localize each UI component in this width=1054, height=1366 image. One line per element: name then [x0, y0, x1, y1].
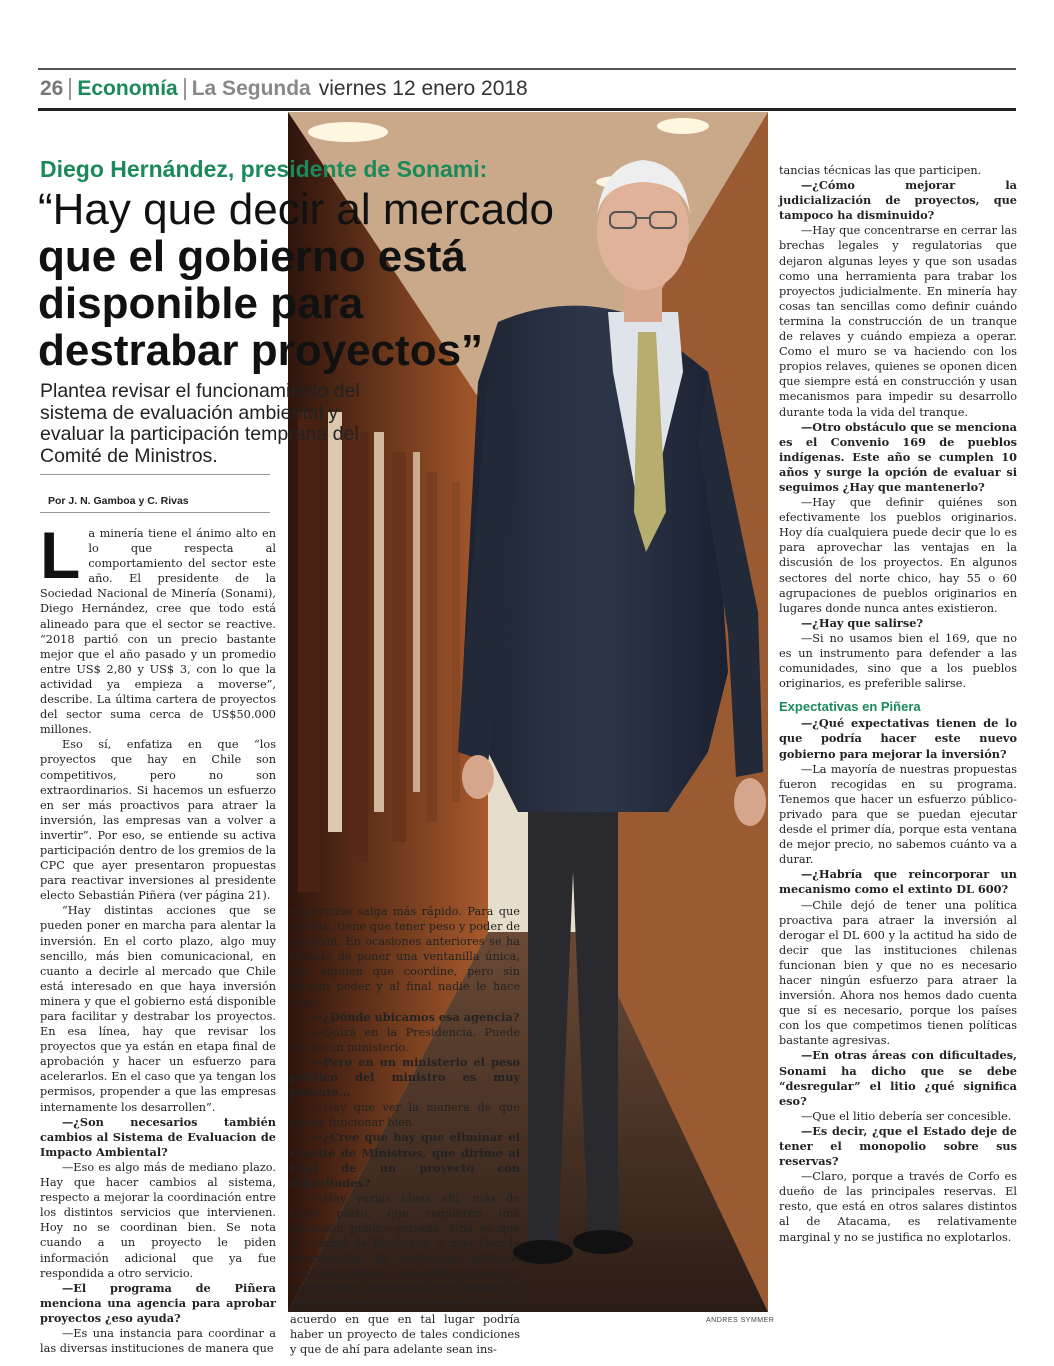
paragraph: [40, 1160, 276, 1281]
article-column-1: [40, 518, 276, 1356]
paragraph-text: —Hay que concentrarse en cerrar las brechas legales y regulatorias que dejaron algunas leyes y que son usadas como una herramienta para trabar los proyectos judicialmente. En minería hay cosas tan sencillas como definir cuándo termina la construcción de un tranque de relaves y cuándo empieza a operar. Como el muro se va haciendo con los propios relaves, quienes se oponen dicen que siempre está en construcción y usan mecanismos para impedir su desarrollo durante toda la vida del tranque.: [779, 224, 1017, 419]
interview-question: [290, 1130, 520, 1190]
paragraph-text: —¿Hay que salirse?: [801, 615, 924, 630]
paragraph: [40, 518, 276, 737]
paragraph-text: —Es decir, ¿que el Estado deje de tener el monopolio sobre sus reservas?: [779, 1123, 1017, 1169]
paragraph-text: —Hay que definir quiénes son efectivamente los pueblos originarios. Hoy día cualquiera puede decir que lo es para aprovechar las ventajas en la discusión de los proyectos. En algunos sectores del norte chico, hay 55 o 60 agrupaciones de pueblos originarios en lugares donde nunca antes existieron.: [779, 496, 1017, 615]
paragraph: [779, 631, 1017, 691]
paragraph-text: Expectativas en Piñera: [779, 699, 921, 715]
paragraph: [290, 1100, 520, 1130]
paragraph-text: —Chile dejó de tener una política proactiva para atraer la inversión al derogar el DL 600 y la actitud ha sido de decir que las instituciones chilenas funcionan bien y que no es necesario hacer ningún esfuerzo para atraer la inversión. Ahora nos hemos dado cuenta que sí es necesario, porque los países con los que competimos tienen políticas bastante agresivas.: [779, 898, 1017, 1048]
interview-question: [779, 716, 1017, 761]
paragraph-text: el permiso salga más rápido. Para que resulte, tiene que tener peso y poder de decisión. En ocasiones anteriores se ha tratado de poner una ventanilla única, con alguien que coordine, pero sin ningún poder y al final nadie le hace caso.: [290, 905, 520, 1009]
paragraph: [779, 163, 1017, 178]
headline-bold: que el gobierno está disponible para destrabar proyectos”: [38, 232, 484, 375]
dek: Plantea revisar el funcionamiento del sistema de evaluación ambiental y evaluar la participación temprana del Comité de Ministros.: [40, 380, 360, 467]
interview-question: [779, 1124, 1017, 1169]
interview-question: [779, 616, 1017, 631]
paragraph-text: —Claro, porque a través de Corfo es dueño de las principales reservas. El resto, que está en otros salares distintos al de Atacama, es relativamente marginal y no se justifica no explotarlos.: [779, 1170, 1017, 1244]
paragraph: [779, 1109, 1017, 1124]
issue-date: viernes 12 enero 2018: [318, 77, 528, 100]
header-bottom-rule: [38, 108, 1016, 111]
interview-question: [779, 420, 1017, 495]
paragraph-text: —¿Habría que reincorporar un mecanismo como el extinto DL 600?: [779, 867, 1017, 897]
paragraph-text: —¿Cree que hay que eliminar el Comité de Ministros, que dirime al final de un proyecto con dificultades?: [290, 1130, 520, 1190]
paragraph-text: “Hay distintas acciones que se pueden poner en marcha para alentar la inversión. En el corto plazo, algo muy sencillo, más bien comunicacional, en cuanto a decirle al mercado que Chile está interesado en que haya inversión minera y que el gobierno está disponible para facilitar y destrabar los proyectos. En esa línea, hay que revisar los proyectos que ya están en etapa final de aprobación y hacer un esfuerzo para acelerarlos. En el caso que ya tengan los permisos, propender a que las empresas internamente los desarrollen”.: [40, 904, 276, 1114]
paragraph-text: —Otro obstáculo que se menciona es el Convenio 169 de pueblos indígenas. Este año se cumplen 10 años y surge la opción de evaluar si seguimos ¿Hay que mantenerlo?: [779, 419, 1017, 494]
paragraph: [290, 904, 520, 1010]
interview-question: [40, 1115, 276, 1160]
paragraph: [779, 898, 1017, 1049]
paragraph-text: —Es una instancia para coordinar a las diversas instituciones de manera que: [40, 1326, 276, 1356]
paragraph-text: —El programa de Piñera menciona una agencia para aprobar proyectos ¿eso ayuda?: [40, 1280, 276, 1325]
paragraph: [40, 1326, 276, 1356]
paragraph-text: —¿Qué expectativas tienen de lo que podría hacer este nuevo gobierno para mejorar la inversión?: [779, 716, 1017, 761]
paragraph-text: —Hay varias ideas ahí, más de largo plazo, que requieren una discusión público-privada. Una es que el Comité de Ministros, o más bien la intervención de instancias políticas sean tempranas y no estén al final de un proyecto. De manera que primero el Estado se pronuncie y estemos todos de acuerdo en que en tal lugar podría haber un proyecto de tales condiciones y que de ahí para adelante sean ins-: [290, 1191, 520, 1356]
publication-name: La Segunda: [191, 77, 311, 100]
paragraph-text: —Si no usamos bien el 169, que no es un instrumento para defender a las comunidades, sino que a los pueblos originarios, es preferible salirse.: [779, 631, 1017, 691]
paragraph-text: —Quizá en la Presidencia. Puede ser en un ministerio.: [290, 1025, 520, 1054]
byline: Por J. N. Gamboa y C. Rivas: [48, 495, 189, 507]
paragraph: [40, 903, 276, 1114]
masthead-divider: [69, 78, 71, 100]
interview-question: [779, 867, 1017, 897]
article-column-2: [290, 904, 520, 1356]
paragraph: [290, 1025, 520, 1055]
subheading: [779, 699, 1017, 714]
photo-credit: ANDRES SYMMER: [706, 1317, 775, 1324]
paragraph-text: —¿Dónde ubicamos esa agencia?: [312, 1009, 520, 1024]
paragraph: [779, 223, 1017, 419]
paragraph-text: —Eso es algo más de mediano plazo. Hay que hacer cambios al sistema, respecto a mejorar la coordinación entre los distintos servicios que intervienen. Hoy no se coordinan bien. Se nota cuando a un proyecto le piden información adicional que ya fue respondida a otro servicio.: [40, 1160, 276, 1280]
paragraph-text: Eso sí, enfatiza en que “los proyectos que hay en Chile son competitivos, pero no son extraordinarios. Si hacemos un esfuerzo en ser más proactivos para atraer la inversión, las empresas van a volver a invertir”. Por eso, se entiende su activa participación dentro de los gremios de la CPC que ayer presentaron propuestas para reactivar inversiones al presidente electo Sebastián Piñera (ver página 21).: [40, 738, 276, 903]
paragraph-text: —¿Son necesarios también cambios al Sistema de Evaluacion de Impacto Ambiental?: [40, 1114, 276, 1159]
interview-question: [290, 1055, 520, 1100]
paragraph: [290, 1191, 520, 1357]
paragraph-text: a minería tiene el ánimo alto en lo que respecta al comportamiento del sector este año. El presidente de la Sociedad Nacional de Minería (Sonami), Diego Hernández, cree que todo está alineado para que el sector se reactive. “2018 partió con un precio bastante mejor que el año pasado y un promedio entre US$ 2,80 y US$ 3, con lo que la actividad ya empieza a moverse”, describe. La última cartera de proyectos del sector suma cerca de US$50.000 millones.: [40, 527, 276, 737]
masthead: [40, 72, 528, 106]
paragraph: [779, 762, 1017, 868]
article-column-3: [779, 163, 1017, 1313]
interview-question: [40, 1281, 276, 1326]
paragraph: [779, 495, 1017, 616]
drop-cap: L: [40, 518, 81, 592]
divider: [40, 512, 270, 513]
paragraph-text: —En otras áreas con dificultades, Sonami ha dicho que se debe “desregular” el litio ¿qué significa eso?: [779, 1048, 1017, 1108]
paragraph-text: —Que el litio debería ser concesible.: [801, 1109, 1012, 1123]
paragraph-text: —Hay que ver la manera de que pueda funcionar bien.: [290, 1101, 520, 1130]
headline: [38, 186, 568, 374]
paragraph-text: —Pero en un ministerio el peso político del ministro es muy potente...: [290, 1054, 520, 1100]
kicker: Diego Hernández, presidente de Sonami:: [40, 156, 488, 182]
paragraph-text: —¿Cómo mejorar la judicialización de proyectos, que tampoco ha disminuido?: [779, 178, 1017, 223]
masthead-divider: [184, 78, 186, 100]
paragraph: [40, 737, 276, 903]
headline-light: “Hay que decir al mercado: [38, 185, 555, 234]
paragraph-text: tancias técnicas las que participen.: [779, 164, 982, 177]
interview-question: [779, 1048, 1017, 1108]
header-top-rule: [38, 68, 1016, 70]
page-number: 26: [40, 77, 64, 100]
interview-question: [290, 1010, 520, 1025]
paragraph-text: —La mayoría de nuestras propuestas fueron recogidas en su programa. Tenemos que hacer un esfuerzo público-privado para que se puedan ejecutar desde el primer día, porque esta ventana de mejor precio, no sabemos cuánto va a durar.: [779, 762, 1017, 867]
divider: [40, 474, 270, 475]
section-name: Economía: [77, 77, 178, 100]
paragraph: [779, 1169, 1017, 1244]
interview-question: [779, 178, 1017, 223]
